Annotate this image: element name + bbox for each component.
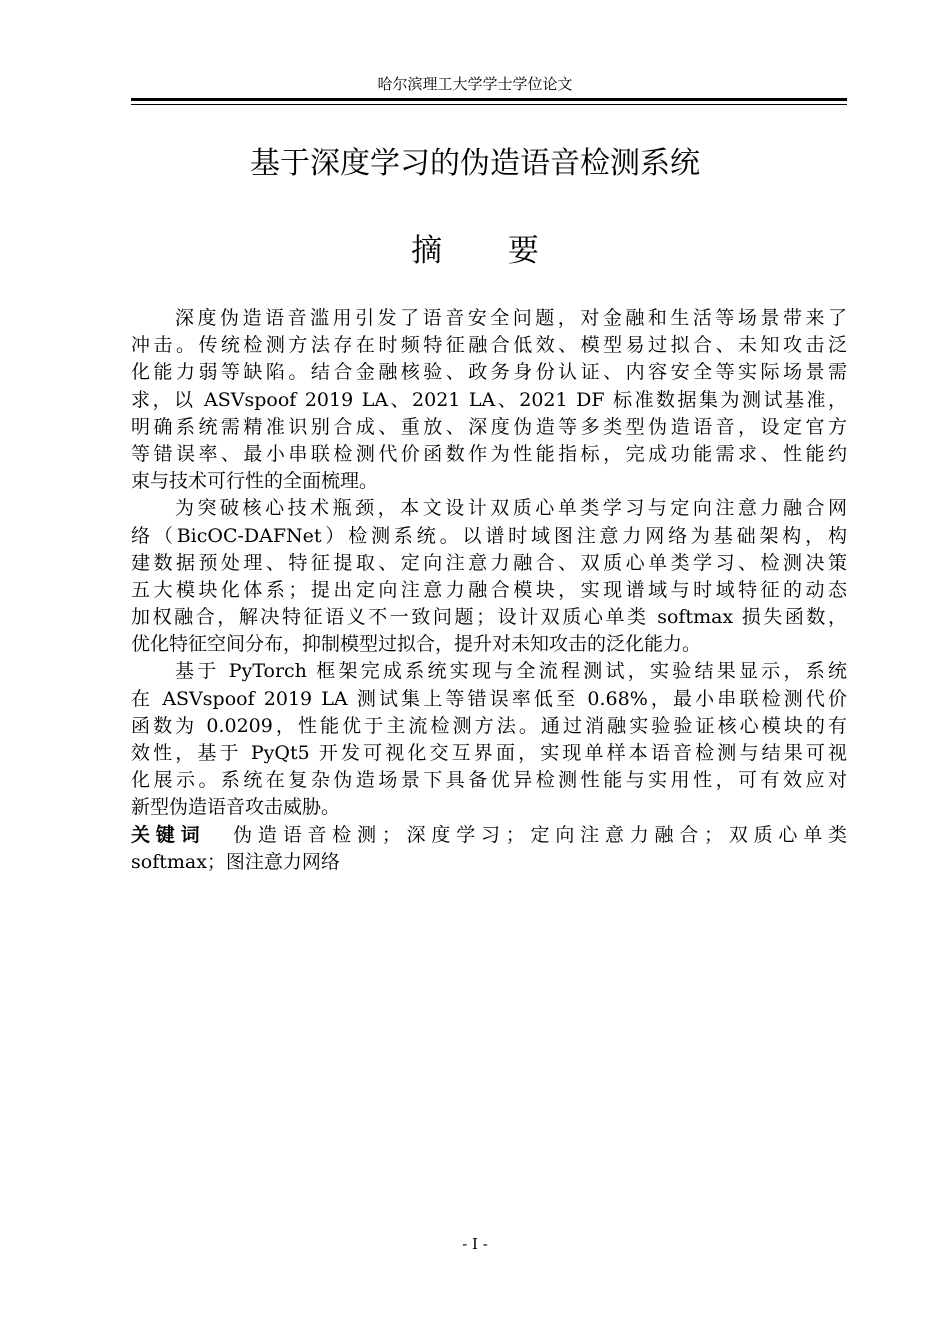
text-line: 效性，基于 PyQt5 开发可视化交互界面，实现单样本语音检测与结果可视	[131, 742, 847, 764]
text-line: 化展示。系统在复杂伪造场景下具备优异检测性能与实用性，可有效应对	[131, 769, 847, 792]
text-line: 化能力弱等缺陷。结合金融核验、政务身份认证、内容安全等实际场景需	[131, 361, 847, 384]
keywords-line: softmax；图注意力网络	[131, 851, 340, 874]
text-line: 函数为 0.0209，性能优于主流检测方法。通过消融实验验证核心模块的有	[131, 714, 847, 737]
keywords-line	[131, 822, 847, 849]
abstract-body	[131, 305, 847, 822]
text-line: 五大模块化体系；提出定向注意力融合模块，实现谱域与时域特征的动态	[131, 578, 847, 601]
text-line: 加权融合，解决特征语义不一致问题；设计双质心单类 softmax 损失函数，	[131, 606, 847, 629]
text-line: 在 ASVspoof 2019 LA 测试集上等错误率低至 0.68%，最小串联检测代价	[131, 687, 847, 710]
text-line: 为突破核心技术瓶颈，本文设计双质心单类学习与定向注意力融合网	[175, 497, 847, 520]
text-line: 优化特征空间分布，抑制模型过拟合，提升对未知攻击的泛化能力。	[131, 633, 702, 656]
text-line: 求，以 ASVspoof 2019 LA、2021 LA、2021 DF 标准数据集为测试基准，	[131, 388, 847, 411]
text-line: 等错误率、最小串联检测代价函数作为性能指标，完成功能需求、性能约	[131, 442, 847, 465]
keywords-label: 关键词	[131, 824, 206, 846]
abstract-paragraph-2	[131, 495, 847, 658]
abstract-paragraph-3	[131, 658, 847, 821]
text-line: 建数据预处理、特征提取、定向注意力融合、双质心单类学习、检测决策	[131, 551, 847, 574]
running-header: 哈尔滨理工大学学士学位论文	[377, 75, 573, 93]
text-line: 基于 PyTorch 框架完成系统实现与全流程测试，实验结果显示，系统	[175, 660, 847, 683]
text-line: 新型伪造语音攻击威胁。	[131, 796, 341, 819]
text-line: 冲击。传统检测方法存在时频特征融合低效、模型易过拟合、未知攻击泛	[131, 334, 847, 357]
header-rule-thin	[131, 104, 847, 105]
abstract-paragraph-1	[131, 305, 847, 495]
page-number: - I -	[462, 1235, 488, 1253]
text-line: 深度伪造语音滥用引发了语音安全问题，对金融和生活等场景带来了	[175, 307, 847, 329]
text-line: 明确系统需精准识别合成、重放、深度伪造等多类型伪造语音，设定官方	[131, 415, 847, 438]
text-line: 络（BicOC-DAFNet）检测系统。以谱时域图注意力网络为基础架构，构	[131, 524, 847, 547]
thesis-title: 基于深度学习的伪造语音检测系统	[250, 146, 700, 181]
keywords-text: 伪造语音检测；深度学习；定向注意力融合；双质心单类	[227, 824, 847, 846]
header-rule-thick	[131, 98, 847, 101]
abstract-heading: 摘 要	[411, 233, 567, 269]
keywords-section	[131, 822, 847, 876]
text-line: 束与技术可行性的全面梳理。	[131, 470, 379, 493]
